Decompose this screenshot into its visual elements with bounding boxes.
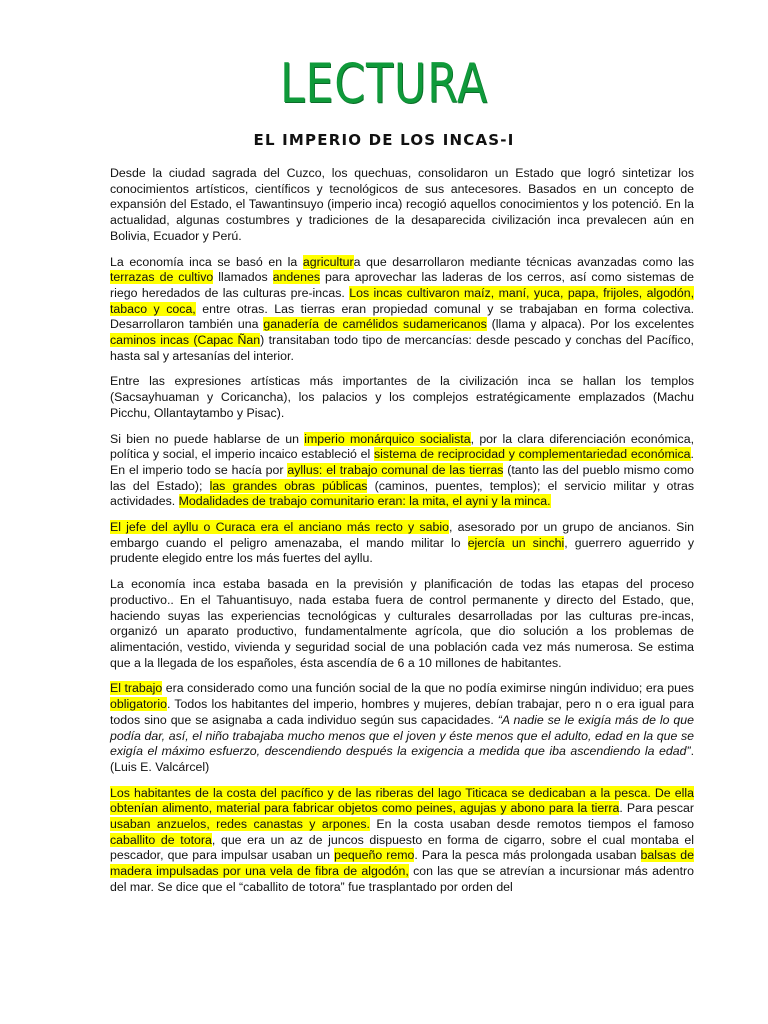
paragraph-trabajo: El trabajo era considerado como una función social de la que no podía eximirse ningún individuo; era pues obligatorio. Todos los habitantes del imperio, hombres y mujeres, debían trabajar, pero n o era igual para todos sino que se asignaba a cada individuo según sus capacidades. “A nadie se le exigía más de lo que podía dar, así, el niño trabajaba mucho menos que el joven y éste menos que el adulto, edad en la que se exigía el máximo esfuerzo, descendiendo después la exigencia a medida que iba ascendiendo la edad”. (Luis E. Valcárcel) bbox=[110, 681, 695, 774]
highlight: Los habitantes de la costa del pacífico y de las riberas del lago Titicaca se dedicaban a la pesca. De ella obtenían alimento, material para fabricar objetos como peines, agujas y abono para la tierra bbox=[110, 785, 694, 816]
highlight: sistema de reciprocidad y complementariedad económica bbox=[374, 447, 691, 462]
highlight: caminos incas (Capac Ñan bbox=[110, 333, 261, 348]
highlight: balsas de madera impulsadas por una vela de fibra de algodón, bbox=[110, 848, 694, 879]
paragraph-pesca: Los habitantes de la costa del pacífico y de las riberas del lago Titicaca se dedicaban a la pesca. De ella obtenían alimento, material para fabricar objetos como peines, agujas y abono para la tierra. Para pescar usaban anzuelos, redes canastas y arpones. En la costa usaban desde remotos tiempos el famoso caballito de totora, que era un az de juncos dispuesto en forma de cigarro, sobre el cual montaba el pescador, que para impulsar usaban un pequeño remo. Para la pesca más prolongada usaban balsas de madera impulsadas por una vela de fibra de algodón, con las que se atrevían a incursionar más adentro del mar. Se dice que el “caballito de totora” fue trasplantado por orden del bbox=[110, 785, 694, 894]
paragraph-economia: La economía inca se basó en la agricultura que desarrollaron mediante técnicas avanzadas como las terrazas de cultivo llamados andenes para aprovechar las laderas de los cerros, así como sistemas de riego heredados de las culturas pre-incas. Los incas cultivaron maíz, maní, yuca, papa, frijoles, algodón, tabaco y coca, entre otras. Las tierras eran propiedad comunal y se trabajaban en forma colectiva. Desarrollaron también una ganadería de camélidos sudamericanos (llama y alpaca). Por los excelentes caminos incas (Capac Ñan) transitaban todo tipo de mercancías: desde pescado y conchas del Pacífico, hasta sal y artesanías del interior. bbox=[110, 254, 695, 363]
highlight: ejercía un sinchi bbox=[467, 535, 565, 550]
highlight: terrazas de cultivo bbox=[110, 270, 214, 285]
article-body bbox=[110, 166, 694, 906]
quote: “A nadie se le exigía más de lo que podía dar, así, el niño trabajaba mucho menos que el joven y éste menos que el adulto, edad en la que se exigía el máximo esfuerzo, descendiendo después la exigencia a medida que iba ascendiendo la edad” bbox=[110, 712, 695, 759]
highlight: Los incas cultivaron maíz, maní, yuca, papa, frijoles, algodón, tabaco y coca, bbox=[110, 285, 694, 316]
paragraph-arte: Entre las expresiones artísticas más importantes de la civilización inca se hallan los templos (Sacsayhuaman y Coricancha), los palacios y los complejos estratégicamente emplazados (Machu Picchu, Ollantaytambo y Pisac). bbox=[110, 374, 694, 420]
paragraph-ayllu: El jefe del ayllu o Curaca era el anciano más recto y sabio, asesorado por un grupo de ancianos. Sin embargo cuando el peligro amenazaba, el mando militar lo ejercía un sinchi, guerrero aguerrido y prudente elegido entre los más fuertes del ayllu. bbox=[110, 520, 694, 566]
highlight: Modalidades de trabajo comunitario eran: la mita, el ayni y la minca. bbox=[178, 494, 551, 509]
highlight: andenes bbox=[272, 270, 321, 285]
highlight: ganadería de camélidos sudamericanos bbox=[263, 317, 487, 332]
highlight: agricultur bbox=[302, 254, 354, 269]
paragraph-planificacion: La economía inca estaba basada en la previsión y planificación de todas las etapas del proceso productivo.. En el Tahuantisuyo, nada estaba fuera de control permanente y directo del Estado, que, haciendo suyas las experiencias tecnológicas y culturales desarrolladas por las culturas pre-incas, organizó un aparato productivo, fundamentalmente agrícola, que dio solución a los problemas de alimentación, vestido, vivienda y seguridad social de una población cada vez más numerosa. Se estima que a la llegada de los españoles, ésta ascendía de 6 a 10 millones de habitantes. bbox=[110, 577, 694, 670]
highlight: caballito de totora bbox=[110, 832, 212, 847]
highlight: las grandes obras públicas bbox=[209, 478, 368, 493]
lectura-banner: LECTURA bbox=[279, 52, 489, 115]
paragraph-intro: Desde la ciudad sagrada del Cuzco, los quechuas, consolidaron un Estado que logró sintetizar los conocimientos artísticos, científicos y tecnológicos de sus antecesores. Basados en un concepto de expansión del Estado, el Tawantinsuyo (imperio inca) recogió aquellos conocimientos y los potenció. En la actualidad, algunas costumbres y tradiciones de la desaparecida civilización inca prevalecen aún en Bolivia, Ecuador y Perú. bbox=[110, 166, 694, 243]
paragraph-organizacion: Si bien no puede hablarse de un imperio monárquico socialista, por la clara diferenciación económica, política y social, el imperio incaico estableció el sistema de reciprocidad y complementariedad económica. En el imperio todo se hacía por ayllus: el trabajo comunal de las tierras (tanto las del pueblo mismo como las del Estado); las grandes obras públicas (caminos, puentes, templos); el servicio militar y otras actividades. Modalidades de trabajo comunitario eran: la mita, el ayni y la minca. bbox=[110, 431, 695, 509]
highlight: ayllus: el trabajo comunal de las tierras bbox=[287, 462, 504, 477]
document-title: EL IMPERIO DE LOS INCAS-I bbox=[253, 131, 515, 149]
highlight: obligatorio bbox=[110, 697, 167, 712]
highlight: El trabajo bbox=[110, 681, 163, 696]
highlight: usaban anzuelos, redes canastas y arpones. bbox=[110, 817, 370, 832]
highlight: imperio monárquico socialista bbox=[304, 431, 471, 446]
highlight: El jefe del ayllu o Curaca era el anciano más recto y sabio bbox=[110, 520, 449, 535]
highlight: pequeño remo bbox=[334, 848, 415, 863]
